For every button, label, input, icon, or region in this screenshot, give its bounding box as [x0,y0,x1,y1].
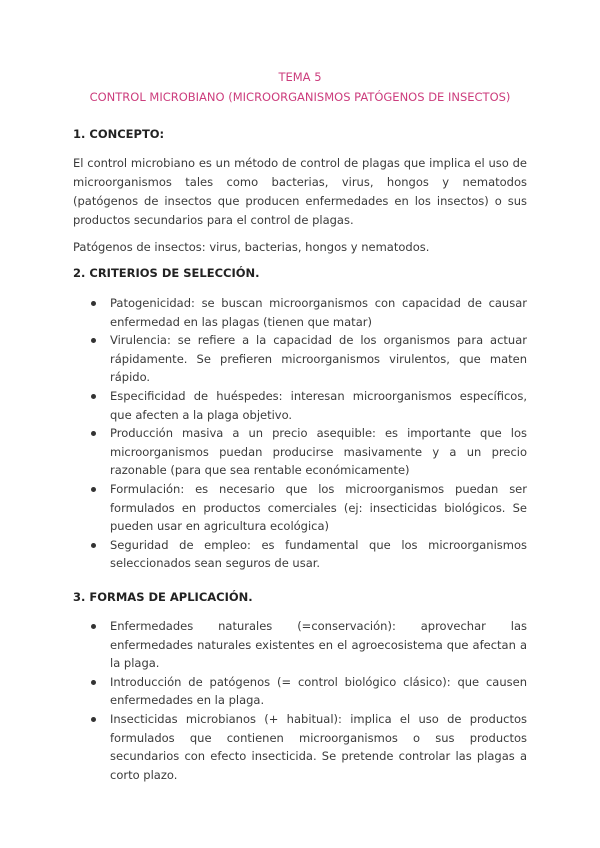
list-item: Producción masiva a un precio asequible: es importante que los microorganismos puedan producirse masivamente y a un precio razonable (para que sea rentable económicamente) [73,424,527,480]
list-item: Patogenicidad: se buscan microorganismos con capacidad de causar enfermedad en las plagas (tienen que matar) [73,294,527,331]
bullet-icon [91,543,96,548]
list-item: Seguridad de empleo: es fundamental que los microorganismos seleccionados sean seguros de usar. [73,536,527,573]
page-title: TEMA 5 [278,70,322,84]
list-item: Enfermedades naturales (=conservación): aprovechar las enfermedades naturales existentes en el agroecosistema que afectan a la plaga. [73,617,527,673]
list-item: Formulación: es necesario que los microorganismos puedan ser formulados en productos comerciales (ej: insecticidas biológicos. Se pueden usar en agricultura ecológica) [73,480,527,536]
concepto-paragraph: El control microbiano es un método de control de plagas que implica el uso de microorganismos tales como bacterias, virus, hongos y nematodos (patógenos de insectos que producen enfermedades en los insectos) o sus productos secundarios para el control de plagas. [73,156,527,227]
bullet-icon [91,394,96,399]
bullet-icon [91,624,96,629]
criterios-list [73,294,527,573]
bullet-icon [91,717,96,722]
section-title-formas: 3. FORMAS DE APLICACIÓN. [73,590,253,604]
list-item: Virulencia: se refiere a la capacidad de los organismos para actuar rápidamente. Se prefieren microorganismos virulentos, que maten rápido. [73,331,527,387]
patogenos-paragraph: Patógenos de insectos: virus, bacterias, hongos y nematodos. [73,240,430,254]
bullet-icon [91,431,96,436]
list-item: Especificidad de huéspedes: interesan microorganismos específicos, que afecten a la plaga objetivo. [73,387,527,424]
formas-list [73,617,527,784]
section-title-criterios: 2. CRITERIOS DE SELECCIÓN. [73,266,260,280]
list-item: Insecticidas microbianos (+ habitual): implica el uso de productos formulados que contienen microorganismos o sus productos secundarios con efecto insecticida. Se pretende controlar las plagas a corto plazo. [73,710,527,784]
list-item: Introducción de patógenos (= control biológico clásico): que causen enfermedades en la plaga. [73,673,527,710]
bullet-icon [91,301,96,306]
bullet-icon [91,487,96,492]
section-title-concepto: 1. CONCEPTO: [73,127,165,141]
bullet-icon [91,338,96,343]
page-subtitle: CONTROL MICROBIANO (MICROORGANISMOS PATÓGENOS DE INSECTOS) [89,90,511,104]
bullet-icon [91,680,96,685]
